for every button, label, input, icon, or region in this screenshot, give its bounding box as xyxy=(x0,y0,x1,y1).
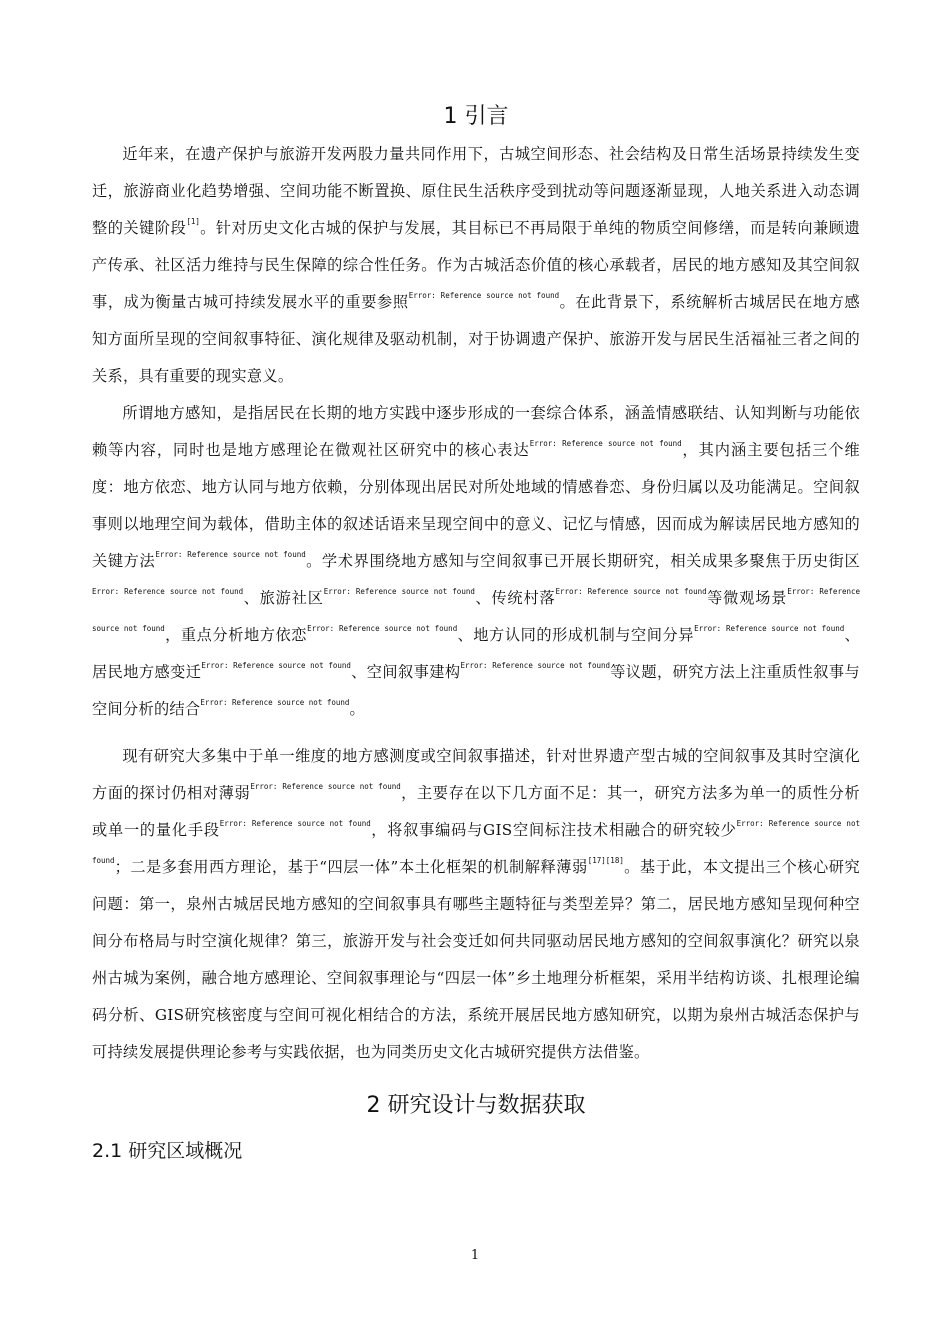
paragraph-text: 所谓地方感知，是指居民在长期的地方实践中逐步形成的一套综合体系，涵盖情感联结、认知判断与功能依赖等内容，同时也是地方感理论在微观社区研究中的核心表达 xyxy=(92,404,860,459)
citation-ref: Error: Reference source not found xyxy=(200,698,350,707)
subsection-2-1-title: 2.1 研究区域概况 xyxy=(92,1140,243,1162)
citation-ref: Error: Reference source not found xyxy=(92,587,861,633)
citation-ref: Error: Reference source not found xyxy=(155,550,306,559)
paragraph-text: 等微观场景 xyxy=(706,589,788,607)
citation-ref: Error: Reference source not found xyxy=(250,782,401,791)
citation-ref: Error: Reference source not found xyxy=(307,624,458,633)
paragraph-2 xyxy=(92,395,860,728)
paragraph-text: 。学术界围绕地方感知与空间叙事已开展长期研究，相关成果多聚焦于历史街区 xyxy=(305,552,860,570)
citation-ref: Error: Reference source not found xyxy=(92,587,244,596)
citation-ref: [17][18] xyxy=(587,856,624,865)
paragraph-text: ，重点分析地方依恋 xyxy=(164,626,308,644)
citation-ref: Error: Reference source not found xyxy=(694,624,845,633)
paragraph-text: 。针对历史文化古城的保护与发展，其目标已不再局限于单纯的物质空间修缮，而是转向兼顾遗产传承、社区活力维持与民生保障的综合性任务。作为古城活态价值的核心承载者，居民的地方感知及其空间叙事，成为衡量古城可持续发展水平的重要参照 xyxy=(92,219,860,311)
paragraph-text: 。 xyxy=(349,700,365,718)
section-1-title: 1 引言 xyxy=(443,104,509,129)
citation-ref: Error: Reference source not found xyxy=(529,439,682,448)
citation-ref: [1] xyxy=(186,217,200,226)
paragraph-text: 现有研究大多集中于单一维度的地方感测度或空间叙事描述，针对世界遗产型古城的空间叙事及其时空演化方面的探讨仍相对薄弱 xyxy=(92,747,860,802)
paragraph-text: ，主要存在以下几方面不足：其一，研究方法多为单一的质性分析或单一的量化手段 xyxy=(92,784,860,839)
citation-ref: Error: Reference source not found xyxy=(408,291,560,300)
paragraph-text: ；二是多套用西方理论，基于“四层一体”本土化框架的机制解释薄弱 xyxy=(114,858,588,876)
citation-ref: Error: Reference source not found xyxy=(555,587,707,596)
paragraph-text: 、空间叙事建构 xyxy=(350,663,461,681)
page-content xyxy=(92,102,860,1165)
paragraph-text: 、旅游社区 xyxy=(243,589,324,607)
citation-ref: Error: Reference source not found xyxy=(92,819,860,865)
citation-ref: Error: Reference source not found xyxy=(219,819,371,828)
citation-ref: Error: Reference source not found xyxy=(460,661,611,670)
paragraph-text: 近年来，在遗产保护与旅游开发两股力量共同作用下，古城空间形态、社会结构及日常生活场景持续发生变迁，旅游商业化趋势增强、空间功能不断置换、原住民生活秩序受到扰动等问题逐渐显现，人地关系进入动态调整的关键阶段 xyxy=(92,145,860,237)
paragraph-text: 、居民地方感变迁 xyxy=(92,626,861,681)
paragraph-text: 、传统村落 xyxy=(474,589,556,607)
page-number: 1 xyxy=(470,1248,480,1263)
paragraph-text: 等议题，研究方法上注重质性叙事与空间分析的结合 xyxy=(92,663,860,718)
paragraph-text: 。在此背景下，系统解析古城居民在地方感知方面所呈现的空间叙事特征、演化规律及驱动机制，对于协调遗产保护、旅游开发与居民生活福祉三者之间的关系，具有重要的现实意义。 xyxy=(92,293,861,385)
citation-ref: Error: Reference source not found xyxy=(323,587,475,596)
citation-ref: Error: Reference source not found xyxy=(201,661,351,670)
section-2-title: 2 研究设计与数据获取 xyxy=(366,1093,586,1118)
paragraph-text: 、地方认同的形成机制与空间分异 xyxy=(457,626,695,644)
paragraph-3 xyxy=(92,738,860,1071)
paragraph-text: 。基于此，本文提出三个核心研究问题：第一，泉州古城居民地方感知的空间叙事具有哪些主题特征与类型差异？第二，居民地方感知呈现何种空间分布格局与时空演化规律？第三，旅游开发与社会变迁如何共同驱动居民地方感知的空间叙事演化？研究以泉州古城为案例，融合地方感理论、空间叙事理论与“四层一体”乡土地理分析框架，采用半结构访谈、扎根理论编码分析、GIS研究核密度与空间可视化相结合的方法，系统开展居民地方感知研究，以期为泉州古城活态保护与可持续发展提供理论参考与实践依据，也为同类历史文化古城研究提供方法借鉴。 xyxy=(92,858,860,1061)
paragraph-text: ，将叙事编码与GIS空间标注技术相融合的研究较少 xyxy=(370,821,737,839)
paragraph-text: ，其内涵主要包括三个维度：地方依恋、地方认同与地方依赖，分别体现出居民对所处地域的情感眷恋、身份归属以及功能满足。空间叙事则以地理空间为载体，借助主体的叙述话语来呈现空间中的意义、记忆与情感，因而成为解读居民地方感知的关键方法 xyxy=(92,441,860,570)
paragraph-1 xyxy=(92,136,860,395)
